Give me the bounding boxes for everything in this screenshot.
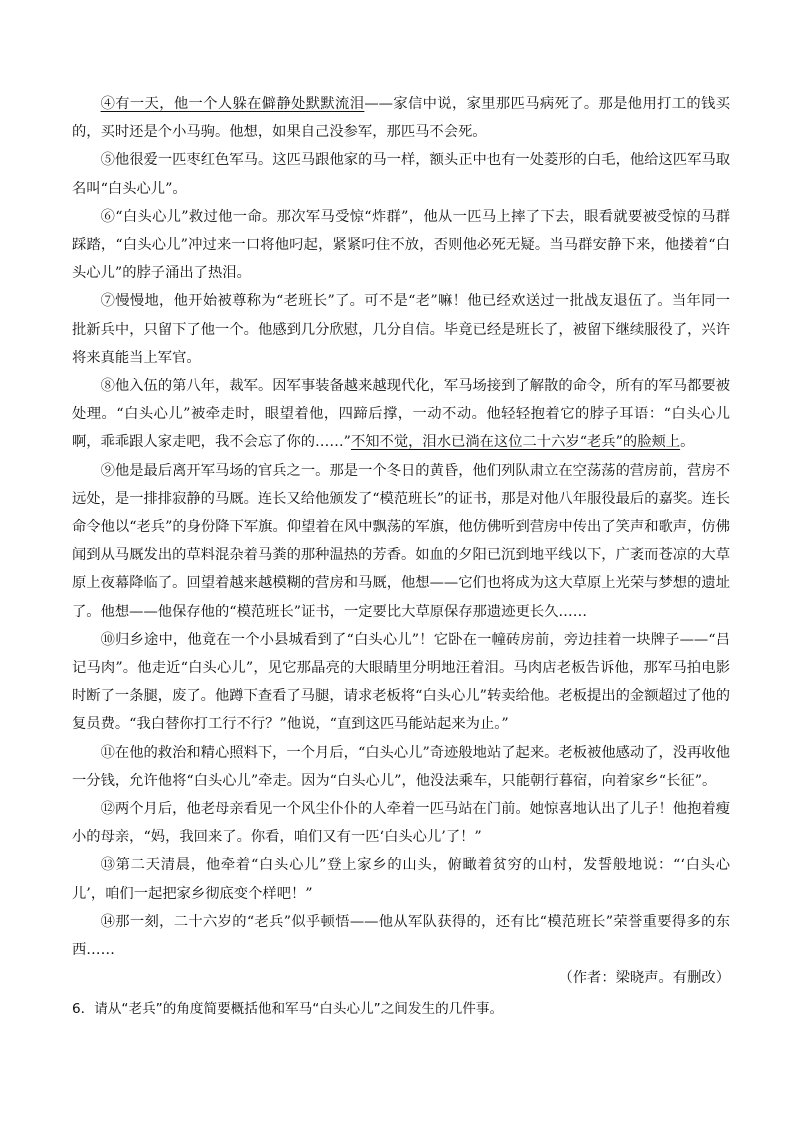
paragraph-6: ⑥“白头心儿”救过他一命。那次军马受惊“炸群”，他从一匹马上摔了下去，眼看就要被受惊的马群踩踏，“白头心儿”冲过来一口将他叼起，紧紧叼住不放，否则他必死无疑。当马群安静下来，他搂着“白头心儿”的脖子涌出了热泪。 bbox=[72, 208, 730, 282]
paragraph-12: ⑫两个月后，他老母亲看见一个风尘仆仆的人牵着一匹马站在门前。她惊喜地认出了儿子！他抱着瘦小的母亲，“妈，我回来了。你看，咱们又有一匹‘白头心儿’了！” bbox=[72, 801, 730, 846]
paragraph-5: ⑤他很爱一匹枣红色军马。这匹马跟他家的马一样，额头正中也有一处菱形的白毛，他给这匹军马取名叫“白头心儿”。 bbox=[72, 152, 730, 197]
paragraph-9: ⑨他是最后离开军马场的官兵之一。那是一个冬日的黄昏，他们列队肃立在空荡荡的营房前，营房不远处，是一排排寂静的马厩。连长又给他颁发了“模范班长”的证书，那是对他八年服役最后的嘉奖。连长命令他以“老兵”的身份降下军旗。仰望着在风中飘荡的军旗，他仿佛听到营房中传出了笑声和歌声，仿佛闻到从马厩发出的草料混杂着马粪的那种温热的芳香。如血的夕阳已沉到地平线以下，广袤而苍凉的大草原上夜幕降临了。回望着越来越模糊的营房和马厩，他想——它们也将成为这大草原上光荣与梦想的遗址了。他想——他保存他的“模范班长”证书，一定要比大草原保存那遗迹更长久…… bbox=[72, 462, 730, 620]
paragraph-7: ⑦慢慢地，他开始被尊称为“老班长”了。可不是“老”嘛！他已经欢送过一批战友退伍了。当年同一批新兵中，只留下了他一个。他感到几分欣慰，几分自信。毕竟已经是班长了，被留下继续服役了，兴许将来真能当上军官。 bbox=[72, 293, 730, 366]
paragraph-4 bbox=[72, 90, 730, 146]
question-6: 6．请从“老兵”的角度简要概括他和军马“白头心儿”之间发生的几件事。 bbox=[72, 1000, 504, 1017]
paragraph-8-end: 。 bbox=[680, 434, 695, 451]
underlined-sentence-4: ④有一天，他一个人躲在僻静处默默流泪 bbox=[100, 96, 365, 112]
paragraph-11: ⑪在他的救治和精心照料下，一个月后，“白头心儿”奇迹般地站了起来。老板被他感动了，没再收他一分钱，允许他将“白头心儿”牵走。因为“白头心儿”，他没法乘车，只能朝行暮宿，向着家乡“长征”。 bbox=[72, 744, 730, 789]
paragraph-13: ⑬第二天清晨，他牵着“白头心儿”登上家乡的山头，俯瞰着贫穷的山村，发誓般地说：“‘白头心儿’，咱们一起把家乡彻底变个样吧！” bbox=[72, 857, 730, 902]
paragraph-10: ⑩归乡途中，他竟在一个小县城看到了“白头心儿”！它卧在一幢砖房前，旁边挂着一块牌子——“吕记马肉”。他走近“白头心儿”，见它那晶亮的大眼睛里分明地汪着泪。马肉店老板告诉他，那军马拍电影时断了一条腿，废了。他蹲下查看了马腿，请求老板将“白头心儿”转卖给他。老板提出的金额超过了他的复员费。“我白替你打工行不行？”他说，“直到这匹马能站起来为止。” bbox=[72, 631, 730, 733]
paragraph-14: ⑭那一刻，二十六岁的“老兵”似乎顿悟——他从军队获得的，还有比“模范班长”荣誉重要得多的东西…… bbox=[72, 913, 730, 959]
author-credit: （作者：梁晓声。有删改） bbox=[558, 970, 730, 987]
paragraph-8 bbox=[72, 372, 730, 457]
document-page bbox=[72, 90, 730, 1023]
paragraph-4-text: ——家信中说，家里那匹马病死了。那是他用打工的钱买的，买时还是个小马驹。他想，如果自己没参军，那匹马不会死。 bbox=[72, 96, 731, 141]
underlined-sentence-8: 不知不觉，泪水已淌在这位二十六岁“老兵”的脸颊上 bbox=[350, 434, 681, 451]
paragraph-8-text: ⑧他入伍的第八年，裁军。因军事装备越来越现代化，军马场接到了解散的命令，所有的军马都要被处理。“白头心儿”被牵走时，眼望着他，四蹄后撑，一动不动。他轻轻抱着它的脖子耳语：“白头心儿啊，乖乖跟人家走吧，我不会忘了你的……” bbox=[72, 378, 730, 451]
